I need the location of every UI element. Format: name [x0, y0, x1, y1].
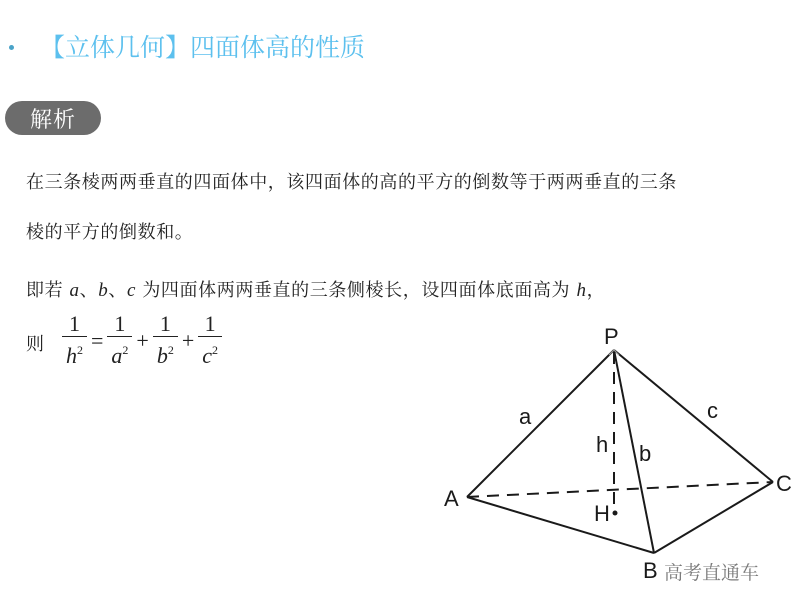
paragraph-2-middle: 为四面体两两垂直的三条侧棱长，设四面体底面高为 [136, 280, 577, 301]
fraction-term-c: $\frac{1}{c^2}$ [198, 312, 222, 369]
fraction-term-b: $\frac{1}{b^2}$ [153, 312, 178, 369]
foot-point-h [613, 511, 618, 516]
fraction-term-a: $\frac{1}{a^2}$ [107, 312, 132, 369]
label-p: P [604, 324, 619, 349]
paragraph-2-suffix: ， [586, 280, 606, 301]
label-c: C [776, 471, 792, 496]
plus-sign: + [136, 327, 149, 353]
page-title: 【立体几何】四面体高的性质 [40, 33, 366, 62]
paragraph-2-prefix: 即若 [26, 280, 70, 301]
separator: 、 [79, 280, 99, 301]
analysis-badge-label: 解析 [29, 107, 76, 133]
label-h-point: H [594, 501, 610, 526]
label-height-h: h [596, 432, 609, 457]
edge-pa [467, 350, 614, 497]
var-b: b [98, 280, 109, 301]
edge-pc [614, 350, 773, 482]
watermark: 高考直通车 [664, 562, 760, 584]
var-a: a [69, 280, 80, 301]
formula-label: 则 [26, 334, 44, 355]
edge-ab [467, 497, 654, 553]
label-b: B [643, 558, 658, 583]
fraction-lhs: $\frac{1}{h^2}$ [62, 312, 87, 369]
label-edge-c: c [707, 398, 718, 423]
paragraph-1-line-2: 棱的平方的倒数和。 [26, 222, 194, 243]
edge-ac-hidden [467, 482, 773, 497]
var-h: h [576, 280, 587, 301]
plus-sign: + [181, 327, 195, 353]
label-edge-a: a [519, 404, 532, 429]
edge-bc [654, 482, 773, 553]
equals-sign: = [91, 327, 104, 353]
label-edge-b: b [639, 441, 652, 466]
label-a: A [444, 486, 459, 511]
var-c: c [126, 280, 137, 301]
separator: 、 [108, 280, 127, 301]
paragraph-1-line-1: 在三条棱两两垂直的四面体中，该四面体的高的平方的倒数等于两两垂直的三条 [26, 172, 677, 193]
